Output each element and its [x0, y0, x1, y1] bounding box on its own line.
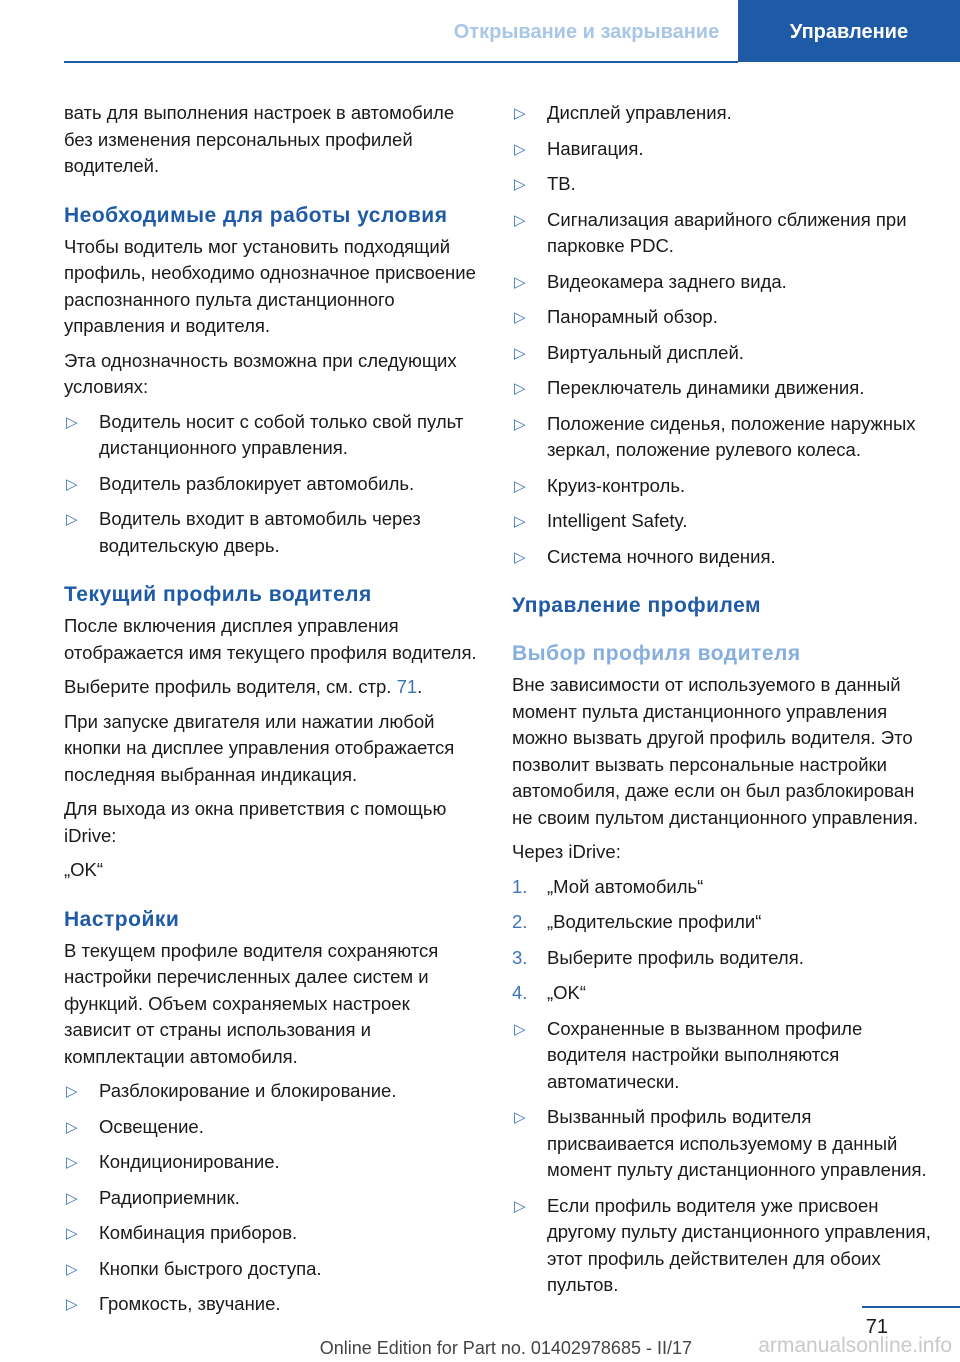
- current-paragraph-4: Для выхода из окна приветствия с помощью iDrive:: [64, 798, 447, 846]
- triangle-bullet-icon: ▷: [514, 1109, 526, 1126]
- triangle-bullet-icon: ▷: [514, 309, 526, 326]
- list-item: ▷ Радиоприемник.: [64, 1185, 478, 1212]
- step-number: 1.: [512, 875, 528, 897]
- settings-list: [64, 1078, 478, 1318]
- list-item: ▷ Видеокамера заднего вида.: [512, 269, 932, 296]
- list-item: ▷ Система ночного видения.: [512, 544, 932, 571]
- current-paragraph-2: Выберите профиль водителя, см. стр. 71.: [64, 676, 423, 697]
- triangle-bullet-icon: ▷: [514, 1197, 526, 1215]
- triangle-bullet-icon: ▷: [514, 105, 526, 122]
- list-item: ▷ Если профиль водителя уже присвоен другому пульту дистанционного управления, этот профиль действителен для обоих пультов.: [514, 1194, 931, 1295]
- list-item: ▷ Водитель носит с собой только свой пульт дистанционного управления.: [66, 410, 464, 458]
- step-item: 4. „OK“: [512, 980, 932, 1007]
- current-paragraph-1: После включения дисплея управления отображается имя текущего профиля водителя.: [64, 615, 477, 663]
- conditions-paragraph-2: Эта однозначность возможна при следующих условиях:: [64, 349, 457, 397]
- list-item: ▷ Сохраненные в вызванном профиле водителя настройки выполняются автоматически.: [514, 1017, 863, 1092]
- heading-profile-management: Управление профилем: [512, 594, 762, 617]
- step-item: 2. „Водительские профили“: [512, 909, 932, 936]
- footer-rule: [862, 1306, 960, 1308]
- list-item: ▷ Виртуальный дисплей.: [512, 340, 932, 367]
- step-item: 1. „Мой автомобиль“: [512, 874, 932, 901]
- page-header: [0, 0, 960, 62]
- step-item: 3. Выберите профиль водителя.: [512, 945, 932, 972]
- heading-conditions: Необходимые для работы условия: [64, 203, 448, 227]
- triangle-bullet-icon: ▷: [66, 413, 78, 431]
- select-paragraph-2: Через iDrive:: [512, 841, 621, 862]
- chapter-tab[interactable]: Управление: [738, 0, 960, 62]
- list-item: ▷ Сигнализация аварийного сближения при парковке PDC.: [514, 208, 907, 256]
- page-link[interactable]: 71: [396, 676, 418, 697]
- list-item: ▷ Переключатель динамики движения.: [512, 375, 932, 402]
- list-item: ▷ Навигация.: [512, 136, 932, 163]
- triangle-bullet-icon: ▷: [66, 511, 78, 528]
- conditions-paragraph-1: Чтобы водитель мог установить подходящий профиль, необходимо однозначное присвоение распознанного пульта дистанционного управления и водителя.: [64, 235, 476, 336]
- page-number: 71: [865, 1316, 888, 1338]
- heading-settings: Настройки: [64, 907, 180, 931]
- triangle-bullet-icon: ▷: [514, 176, 526, 193]
- triangle-bullet-icon: ▷: [514, 344, 526, 362]
- triangle-bullet-icon: ▷: [514, 415, 526, 433]
- list-item: ▷ Дисплей управления.: [512, 100, 932, 127]
- list-item: ▷ Водитель разблокирует автомобиль.: [64, 471, 478, 498]
- triangle-bullet-icon: ▷: [514, 513, 526, 530]
- watermark: armanualsonline.info: [758, 1334, 952, 1357]
- triangle-bullet-icon: ▷: [66, 1260, 78, 1278]
- intro-paragraph: вать для выполнения настроек в автомобиле без изменения персональных профилей водителей.: [64, 102, 455, 176]
- settings-paragraph: В текущем профиле водителя сохраняются настройки перечисленных далее систем и функций. Объем сохраняемых настроек зависит от страны использования и комплектации автомобиля.: [64, 939, 439, 1067]
- settings-list-continued: [512, 100, 932, 570]
- notes-list: [512, 1016, 932, 1299]
- triangle-bullet-icon: ▷: [66, 1083, 78, 1100]
- heading-select-profile: Выбор профиля водителя: [512, 642, 801, 665]
- right-column: [512, 100, 932, 1308]
- list-item: ▷ Вызванный профиль водителя присваивается используемому в данный момент пульту дистанционного управления.: [514, 1106, 927, 1180]
- conditions-list: [64, 409, 478, 560]
- list-item: ▷ Освещение.: [64, 1114, 478, 1141]
- triangle-bullet-icon: ▷: [514, 380, 526, 397]
- triangle-bullet-icon: ▷: [514, 211, 526, 229]
- triangle-bullet-icon: ▷: [66, 475, 78, 493]
- section-title[interactable]: Открывание и закрывание: [453, 20, 720, 43]
- triangle-bullet-icon: ▷: [514, 140, 526, 158]
- triangle-bullet-icon: ▷: [514, 477, 526, 495]
- step-number: 4.: [512, 982, 528, 1003]
- triangle-bullet-icon: ▷: [514, 273, 526, 291]
- heading-current-profile: Текущий профиль водителя: [64, 583, 372, 606]
- list-item: ▷ Водитель входит в автомобиль через водительскую дверь.: [66, 508, 421, 556]
- left-column: [64, 100, 478, 1327]
- step-number: 2.: [512, 911, 528, 932]
- current-paragraph-3: При запуске двигателя или нажатии любой кнопки на дисплее управления отображается последняя выбранная индикация.: [64, 710, 455, 785]
- list-item: ▷ Громкость, звучание.: [64, 1291, 478, 1318]
- select-paragraph-1: Вне зависимости от используемого в данный момент пульта дистанционного управления можно вызвать другой профиль водителя. Это позволит вызвать персональные настройки автомобиля, даже если он был разблокирован не своим пультом дистанционного управления.: [512, 674, 919, 828]
- list-item: ▷ Круиз-контроль.: [512, 473, 932, 500]
- triangle-bullet-icon: ▷: [514, 1020, 526, 1038]
- list-item: ▷ Кондиционирование.: [64, 1149, 478, 1176]
- list-item: ▷ ТВ.: [512, 171, 932, 198]
- triangle-bullet-icon: ▷: [66, 1225, 78, 1242]
- list-item: ▷ Панорамный обзор.: [512, 304, 932, 331]
- list-item: ▷ Разблокирование и блокирование.: [64, 1078, 478, 1105]
- steps-list: [512, 874, 932, 1007]
- list-item: ▷ Положение сиденья, положение наружных зеркал, положение рулевого колеса.: [514, 412, 916, 460]
- list-item: ▷ Кнопки быстрого доступа.: [64, 1256, 478, 1283]
- current-paragraph-5: „OK“: [64, 859, 104, 880]
- edition-text: Online Edition for Part no. 01402978685 - II/17: [319, 1338, 692, 1358]
- triangle-bullet-icon: ▷: [66, 1118, 78, 1136]
- triangle-bullet-icon: ▷: [66, 1189, 78, 1207]
- step-number: 3.: [512, 946, 528, 968]
- list-item: ▷ Intelligent Safety.: [512, 508, 932, 535]
- triangle-bullet-icon: ▷: [66, 1296, 78, 1313]
- list-item: ▷ Комбинация приборов.: [64, 1220, 478, 1247]
- triangle-bullet-icon: ▷: [66, 1154, 78, 1171]
- triangle-bullet-icon: ▷: [514, 548, 526, 566]
- header-rule: [64, 61, 738, 63]
